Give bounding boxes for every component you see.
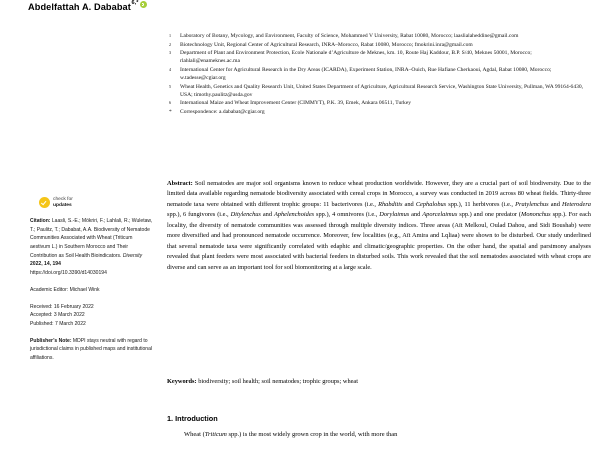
affiliation-item bbox=[167, 41, 591, 49]
affiliations-list bbox=[167, 32, 591, 118]
affiliation-text: Department of Plant and Environment Protection, Ecole Nationale d’Agriculture de Meknes, km. 10, Route Haj Kaddour, B.P. S/40, Meknes 50001, Morocco; rlahlali@enameknes.ac.ma bbox=[180, 50, 532, 65]
abstract-body: Soil nematodes are major soil organisms known to reduce wheat production worldwide. However, they are a crucial part of soil biodiversity. Due to the limited data available regarding nematode biodiversity associated with cereal crops in Morocco, a survey was conducted in 2019 across 80 wheat fields. Thirty-three nematode taxa were obtained with different trophic groups: 11 bacterivores (i.e., Rhabditis and Cephalobus spp.), 11 herbivores (i.e., Pratylenchus and Heterodera spp.), 6 fungivores (i.e., Ditylenchus and Aphelenchoides spp.), 4 omnivores (i.e., Dorylaimus and Aporcelaimus spp.) and one predator (Mononchus spp.). For each locality, the diversity of nematode communities was assessed through multiple diversity indices. Three areas (Aït Melkoul, Oulad Dahou, and Sidi Boushab) were more diversified and had pronounced nematode occurrence. Moreover, few localities (e.g., Aït Amira and Lqliaa) were shown to be disturbed. Our study underlined that several nematode taxa were significantly correlated with edaphic and climatic/geographic properties. On the other hand, the spatial and parsimony analyses revealed that plant feeders were most associated with bacterial feeders in disturbed soils. This work revealed that the soil nematodes associated with wheat crops are diverse and can serve as an important tool for soil biomonitoring at a large scale. bbox=[167, 180, 591, 271]
introduction-first-line: Wheat (Triticum spp.) is the most widely grown crop in the world, with more than bbox=[184, 431, 398, 438]
keywords-label: Keywords: bbox=[167, 378, 197, 385]
affiliation-marker: 6 bbox=[169, 100, 172, 106]
accepted-value: 3 March 2022 bbox=[53, 312, 85, 319]
keywords-section bbox=[167, 377, 591, 387]
affiliation-marker: 5 bbox=[169, 83, 172, 89]
introduction-heading: 1. Introduction bbox=[167, 414, 218, 423]
sidebar bbox=[30, 197, 154, 371]
received-value: 16 February 2022 bbox=[53, 303, 94, 310]
affiliation-text: International Center for Agricultural Research in the Dry Areas (ICARDA), Experiment Station, INRA–Ouich, Rue Hafiane Cherkaoui, Agdal, Rabat 10080, Morocco; w.tadesse@cgiar.org bbox=[180, 66, 552, 82]
affiliation-item-correspondence bbox=[167, 108, 591, 117]
check-for-updates-badge[interactable] bbox=[39, 197, 154, 208]
cfu-line1: check for bbox=[53, 197, 73, 202]
published-value: 7 March 2022 bbox=[54, 320, 86, 327]
check-for-updates-label bbox=[53, 197, 73, 208]
publishers-note-label: Publisher’s Note: bbox=[30, 337, 72, 344]
publication-dates-block bbox=[30, 303, 154, 328]
accepted-label: Accepted: bbox=[30, 312, 53, 319]
affiliation-item bbox=[167, 66, 591, 82]
affiliation-text: Laboratory of Botany, Mycology, and Environment, Faculty of Science, Mohammed V University, Rabat 10080, Morocco; laaslialaheddine@gmail.com bbox=[180, 33, 519, 39]
citation-volume: 2022, 14, 194 bbox=[30, 261, 61, 268]
citation-block bbox=[30, 217, 154, 277]
affiliation-text: International Maize and Wheat Improvement Center (CIMMYT), P.K. 39, Emek, Ankara 06511, Turkey bbox=[180, 100, 412, 107]
received-label: Received: bbox=[30, 303, 53, 310]
affiliation-item bbox=[167, 99, 591, 107]
citation-label: Citation: bbox=[30, 218, 51, 225]
publishers-note-text: MDPI stays neutral with regard to jurisdictional claims in published maps and institutional affiliations. bbox=[30, 337, 153, 361]
author-name: Abdelfattah A. Dababat bbox=[28, 2, 131, 12]
affiliation-text: Wheat Health, Genetics and Quality Research Unit, United States Department of Agriculture, Agricultural Research Service, Washington State University, Pullman, WA 99164-6430, USA; timothy.paulitz@usda.gov bbox=[180, 83, 584, 98]
citation-doi-link[interactable]: https://doi.org/10.3390/d14030194 bbox=[30, 269, 107, 276]
academic-editor-label: Academic Editor: bbox=[30, 286, 69, 293]
cfu-line2: updates bbox=[53, 202, 72, 208]
affiliation-item bbox=[167, 49, 591, 65]
affiliation-marker: * bbox=[169, 108, 172, 115]
author-line bbox=[28, 2, 147, 12]
affiliation-marker: 1 bbox=[169, 33, 172, 38]
check-circle-icon bbox=[39, 197, 50, 208]
academic-editor-name: Michael Wink bbox=[69, 286, 100, 293]
published-label: Published: bbox=[30, 320, 54, 327]
affiliation-marker: 4 bbox=[169, 66, 172, 72]
affiliation-marker: 3 bbox=[169, 50, 172, 56]
affiliation-text: Biotechnology Unit, Regional Center of Agricultural Research, INRA–Morocco, Rabat 10080, Morocco; fmokrini.inra@gmail.com bbox=[180, 41, 473, 48]
keywords-text: biodiversity; soil health; soil nematodes; trophic groups; wheat bbox=[198, 378, 359, 385]
citation-text: Laasli, S.-E.; Mökriri, F.; Lahlali, R.; Wuletaw, T.; Paulitz, T.; Dababat, A.A. Biodiversity of Nematode Communities Associated with Wheat (Triticum aestivum L.) in Southern Morocco and Their Contribution as Soil Health Bioindicators. bbox=[30, 218, 153, 259]
academic-editor-block bbox=[30, 286, 154, 295]
affiliation-item bbox=[167, 32, 591, 40]
abstract-section bbox=[167, 179, 591, 273]
correspondence-text: Correspondence: a.dababat@cgiar.org bbox=[180, 108, 265, 115]
citation-journal: Diversity bbox=[122, 252, 143, 259]
orcid-icon[interactable] bbox=[140, 1, 147, 8]
affiliation-item bbox=[167, 83, 591, 99]
affiliation-marker: 2 bbox=[169, 41, 172, 47]
author-affiliation-marker: 6,* bbox=[131, 0, 139, 6]
abstract-label: Abstract: bbox=[167, 180, 193, 187]
publishers-note-block bbox=[30, 337, 154, 363]
